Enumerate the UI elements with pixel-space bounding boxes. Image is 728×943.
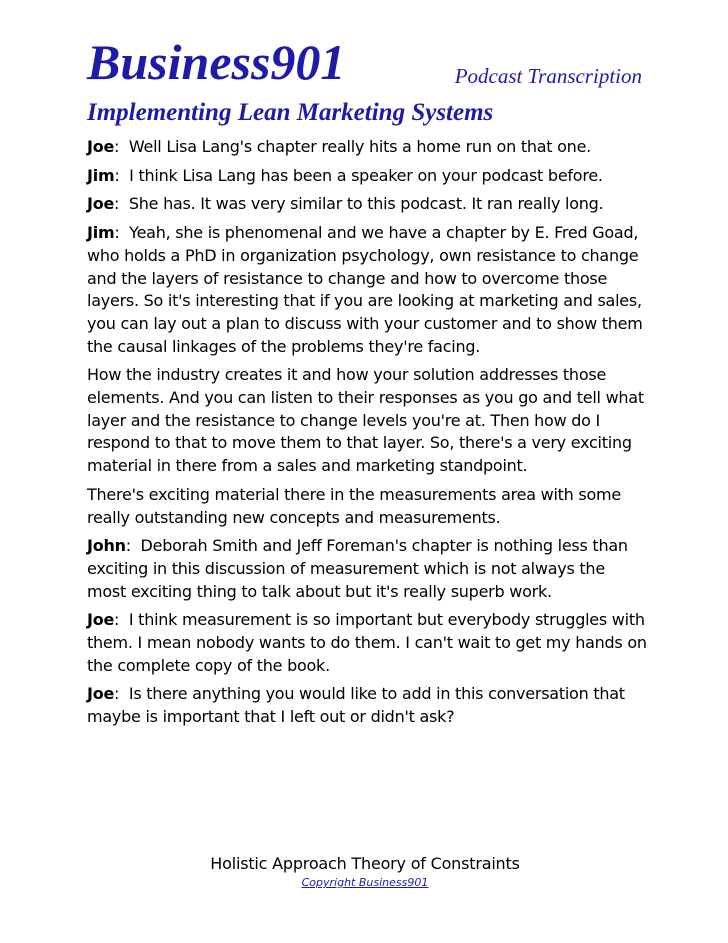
- speaker-separator: :: [114, 610, 129, 630]
- paragraph-text: Yeah, she is phenomenal and we have a chapter by E. Fred Goad, who holds a PhD in organization psychology, own resistance to change and the layers of resistance to change and how to overcome those layers. So it's interesting that if you are looking at marketing and sales, you can lay out a plan to discuss with your customer and to show them the causal linkages of the problems they're facing.: [87, 223, 643, 356]
- transcript-paragraph: [87, 484, 647, 529]
- transcript-body: [87, 136, 647, 735]
- speaker-separator: :: [114, 223, 130, 243]
- speaker-name: Jim: [87, 223, 115, 243]
- transcript-paragraph: [87, 535, 647, 603]
- speaker-name: Joe: [87, 194, 115, 214]
- transcript-paragraph: [87, 165, 647, 188]
- transcript-paragraph: [87, 193, 647, 216]
- paragraph-text: Well Lisa Lang's chapter really hits a home run on that one.: [128, 137, 591, 156]
- footer-title-text: Holistic Approach Theory of Constraints: [210, 854, 520, 873]
- speaker-name: Jim: [87, 165, 115, 185]
- speaker-separator: :: [125, 536, 141, 556]
- episode-subtitle: Implementing Lean Marketing Systems: [87, 99, 494, 126]
- speaker-name: Joe: [87, 684, 115, 704]
- speaker-name: Joe: [87, 610, 115, 630]
- paragraph-text: Is there anything you would like to add in this conversation that maybe is important that I left out or didn't ask?: [87, 684, 625, 727]
- speaker-name: Joe: [87, 137, 115, 156]
- speaker-separator: :: [114, 165, 130, 185]
- paragraph-text: There's exciting material there in the measurements area with some really outstanding new concepts and measurements.: [87, 484, 621, 527]
- speaker-name: John: [87, 536, 126, 556]
- transcript-paragraph: [87, 136, 647, 159]
- speaker-separator: :: [114, 684, 129, 704]
- transcript-paragraph: [87, 364, 647, 478]
- transcript-paragraph: [87, 222, 647, 358]
- document-type-label: Podcast Transcription: [454, 64, 642, 88]
- copyright-text: Copyright Business901: [301, 876, 429, 889]
- paragraph-text: I think measurement is so important but everybody struggles with them. I mean nobody wants to do them. I can't wait to get my hands on the complete copy of the book.: [87, 610, 647, 675]
- paragraph-text: I think Lisa Lang has been a speaker on your podcast before.: [129, 165, 603, 185]
- brand-title: Business901: [87, 34, 346, 90]
- speaker-separator: :: [114, 137, 129, 156]
- paragraph-text: How the industry creates it and how your solution addresses those elements. And you can listen to their responses as you go and tell what layer and the resistance to change levels you're at. Then how do I respond to that to move them to that layer. So, there's a very exciting material in there from a sales and marketing standpoint.: [87, 365, 644, 476]
- transcript-paragraph: [87, 683, 647, 728]
- copyright-link[interactable]: [0, 876, 728, 890]
- footer-title: [0, 854, 728, 874]
- transcript-paragraph: [87, 609, 647, 677]
- speaker-separator: :: [114, 194, 129, 214]
- paragraph-text: Deborah Smith and Jeff Foreman's chapter is nothing less than exciting in this discussion of measurement which is not always the most exciting thing to talk about but it's really superb work.: [87, 536, 628, 601]
- paragraph-text: She has. It was very similar to this podcast. It ran really long.: [128, 194, 604, 214]
